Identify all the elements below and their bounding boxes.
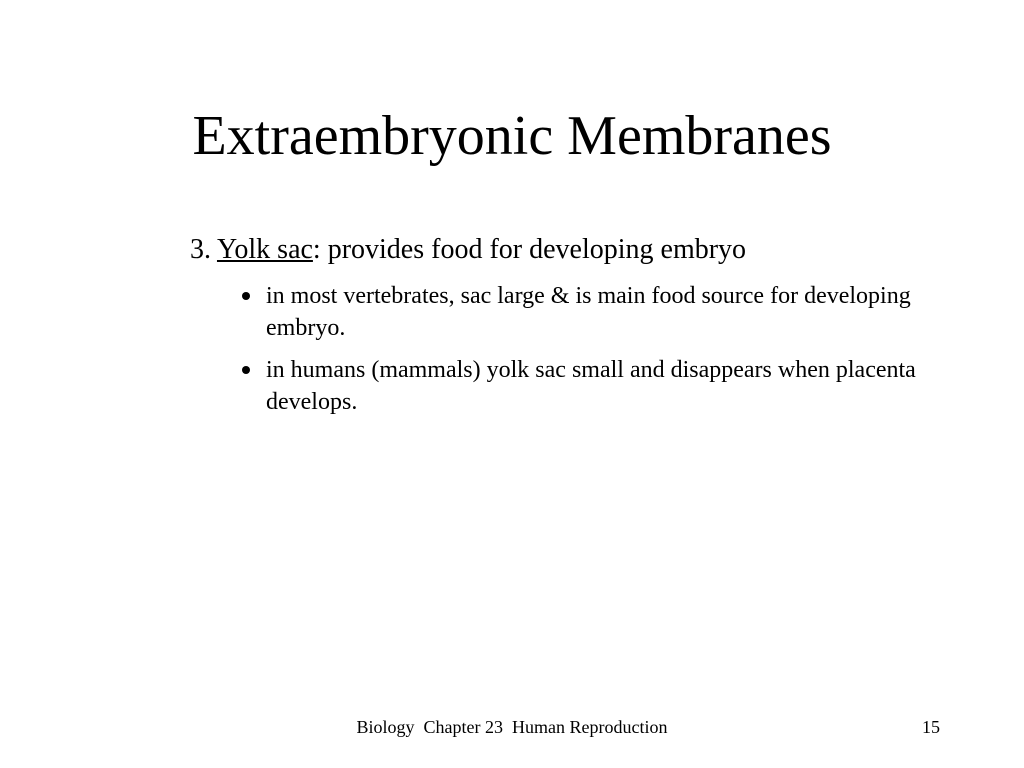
page-number: 15 [922, 717, 940, 737]
bullet-item [242, 280, 942, 344]
main-point-term: Yolk sac [216, 234, 313, 265]
bullet-text: in humans (mammals) yolk sac small and disappears when placenta develops. [266, 357, 916, 415]
bullet-dot-icon [242, 292, 250, 300]
main-point-description: : provides food for developing embryo [312, 234, 747, 265]
bullet-text: in most vertebrates, sac large & is main food source for developing embryo. [266, 283, 911, 341]
bullet-dot-icon [242, 366, 250, 374]
main-point [190, 230, 970, 270]
main-point-number: 3. [190, 234, 217, 265]
bullet-list [242, 280, 942, 428]
bullet-item [242, 354, 942, 418]
slide-title: Extraembryonic Membranes [192, 105, 832, 167]
footer-text: Biology Chapter 23 Human Reproduction [356, 717, 668, 737]
